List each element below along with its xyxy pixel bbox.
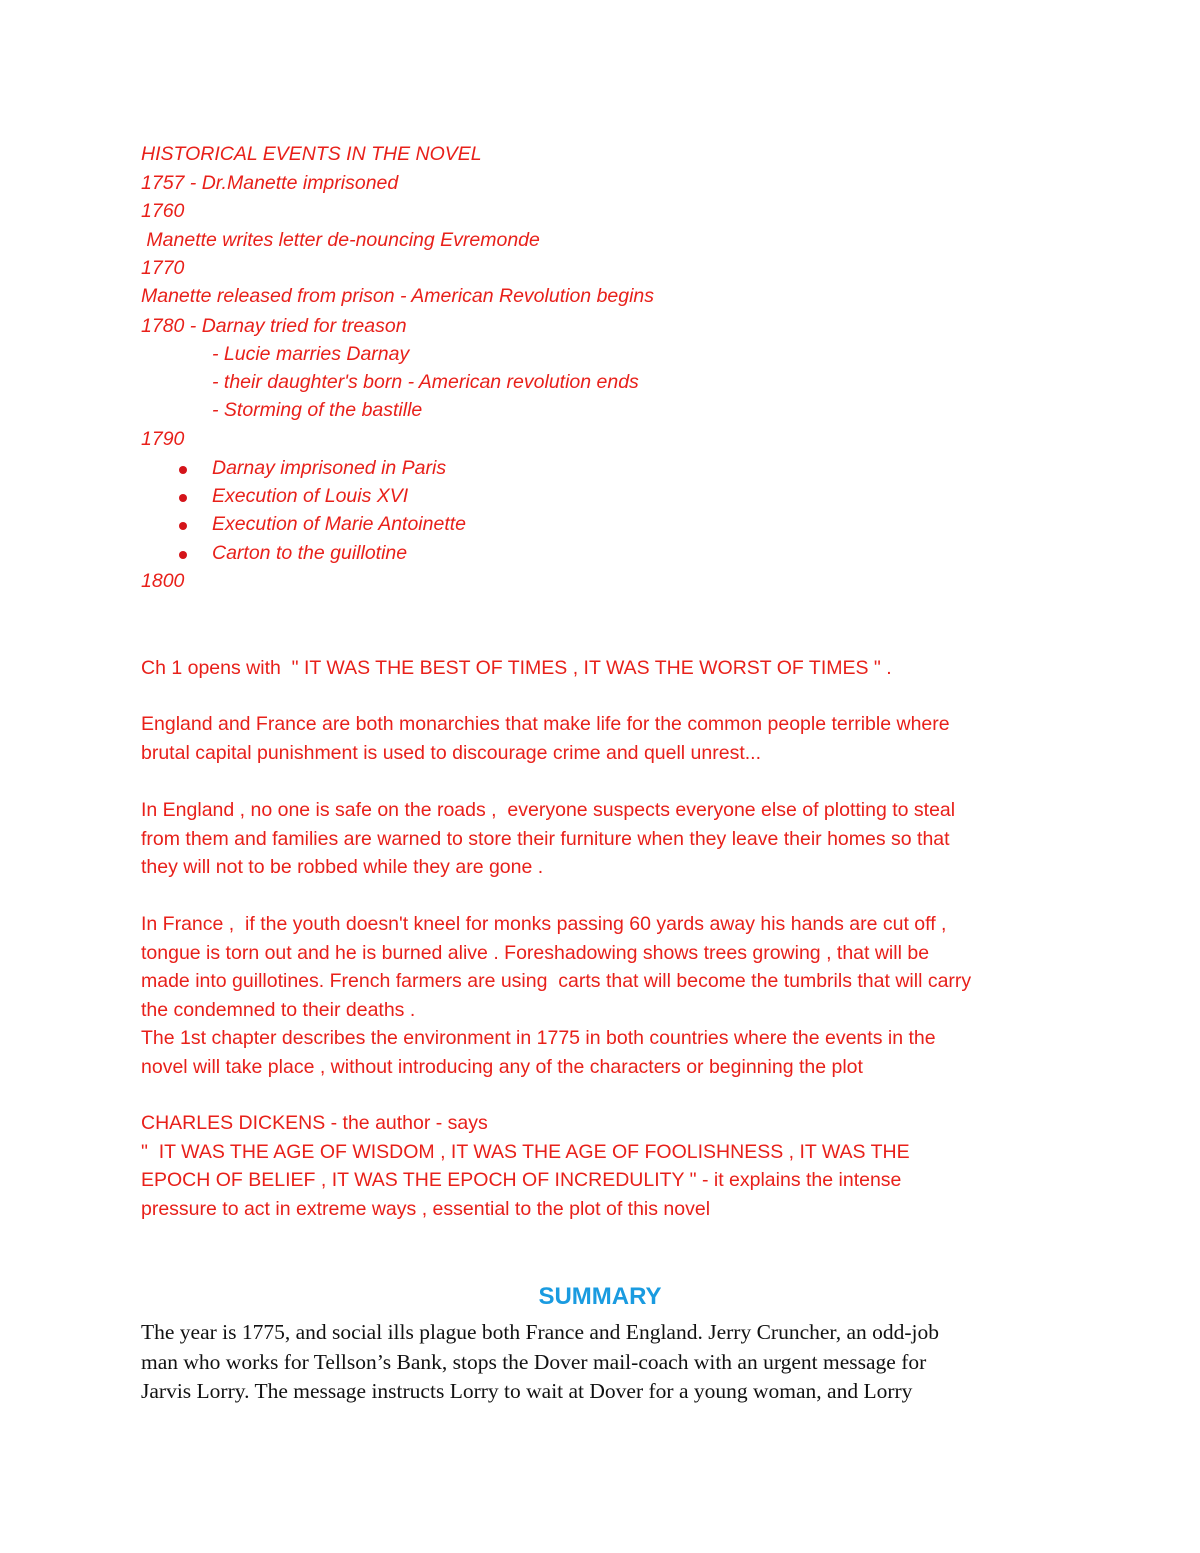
- list-item-text: Darnay imprisoned in Paris: [212, 457, 447, 479]
- summary-heading: SUMMARY: [538, 1283, 662, 1310]
- timeline-1757: 1757 - Dr.Manette imprisoned: [141, 172, 399, 194]
- timeline-1770: 1770: [141, 257, 185, 279]
- text-line: EPOCH OF BELIEF , IT WAS THE EPOCH OF INCREDULITY " - it explains the intense: [141, 1169, 902, 1192]
- timeline-1780-sub: - Storming of the bastille: [212, 399, 423, 421]
- paragraph-england: [141, 796, 1071, 882]
- bullet-icon: [179, 466, 187, 474]
- paragraph-dickens: [141, 1109, 1071, 1223]
- summary-paragraph: [141, 1318, 1071, 1407]
- bullet-icon: [179, 551, 187, 559]
- bullet-icon: [179, 522, 187, 530]
- timeline-heading: HISTORICAL EVENTS IN THE NOVEL: [141, 143, 482, 165]
- list-item: [141, 510, 741, 538]
- timeline-1780-sub: - their daughter's born - American revolution ends: [212, 371, 639, 393]
- timeline-1760: 1760: [141, 200, 185, 222]
- text-line: The 1st chapter describes the environment in 1775 in both countries where the events in the: [141, 1027, 936, 1050]
- text-line: " IT WAS THE AGE OF WISDOM , IT WAS THE AGE OF FOOLISHNESS , IT WAS THE: [141, 1140, 910, 1163]
- text-line: from them and families are warned to store their furniture when they leave their homes so that: [141, 827, 950, 850]
- text-line: In England , no one is safe on the roads , everyone suspects everyone else of plotting to steal: [141, 799, 956, 821]
- list-item: [141, 482, 741, 510]
- chapter-opening-quote: Ch 1 opens with " IT WAS THE BEST OF TIMES , IT WAS THE WORST OF TIMES " .: [141, 657, 892, 679]
- text-line: CHARLES DICKENS - the author - says: [141, 1112, 488, 1134]
- text-line: tongue is torn out and he is burned alive . Foreshadowing shows trees growing , that will be: [141, 941, 930, 964]
- list-item-text: Execution of Marie Antoinette: [212, 513, 467, 535]
- timeline-1800: 1800: [141, 570, 185, 592]
- paragraph-france: [141, 910, 1071, 1082]
- text-line: brutal capital punishment is used to discourage crime and quell unrest...: [141, 741, 762, 764]
- text-line: pressure to act in extreme ways , essential to the plot of this novel: [141, 1197, 711, 1220]
- list-item: [141, 454, 741, 482]
- list-item-text: Carton to the guillotine: [212, 542, 408, 564]
- timeline-1780: 1780 - Darnay tried for treason: [141, 315, 407, 337]
- paragraph-monarchies: [141, 710, 1071, 767]
- text-line: man who works for Tellson’s Bank, stops the Dover mail-coach with an urgent message for: [141, 1349, 927, 1374]
- text-line: England and France are both monarchies that make life for the common people terrible where: [141, 713, 950, 735]
- text-line: they will not to be robbed while they are gone .: [141, 856, 544, 879]
- text-line: The year is 1775, and social ills plague both France and England. Jerry Cruncher, an odd-job: [141, 1320, 939, 1344]
- text-line: novel will take place , without introducing any of the characters or beginning the plot: [141, 1055, 863, 1078]
- timeline-1790: 1790: [141, 428, 185, 450]
- timeline-1760-event: Manette writes letter de-nouncing Evremonde: [141, 229, 540, 251]
- list-item: [141, 539, 741, 567]
- text-line: In France , if the youth doesn't kneel for monks passing 60 yards away his hands are cut off ,: [141, 913, 947, 935]
- timeline-1780-sub: - Lucie marries Darnay: [212, 343, 410, 365]
- bullet-icon: [179, 494, 187, 502]
- list-item-text: Execution of Louis XVI: [212, 485, 409, 507]
- text-line: Jarvis Lorry. The message instructs Lorry to wait at Dover for a young woman, and Lorry: [141, 1379, 913, 1403]
- timeline-1770-event: Manette released from prison - American Revolution begins: [141, 285, 655, 307]
- text-line: the condemned to their deaths .: [141, 998, 416, 1021]
- text-line: made into guillotines. French farmers are using carts that will become the tumbrils that will carry: [141, 970, 972, 993]
